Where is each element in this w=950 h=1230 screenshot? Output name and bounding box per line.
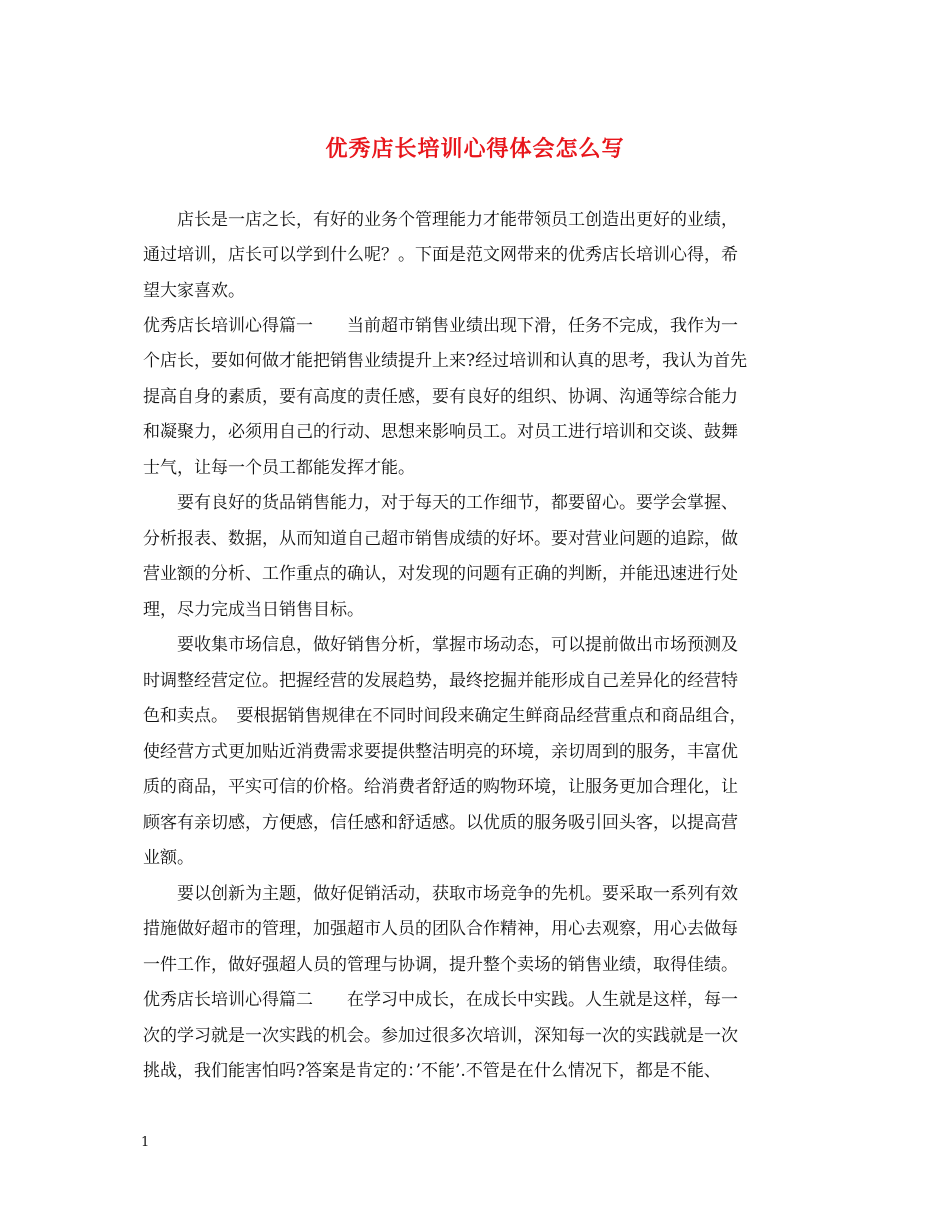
document-title: 优秀店长培训心得体会怎么写: [325, 136, 625, 162]
text-line: 要有良好的货品销售能力，对于每天的工作细节，都要留心。要学会掌握、: [143, 493, 738, 513]
text-line: 个店长，要如何做才能把销售业绩提升上来?经过培训和认真的思考，我认为首先: [143, 351, 748, 371]
text-line: 措施做好超市的管理，加强超市人员的团队合作精神，用心去观察，用心去做每: [143, 919, 738, 939]
text-line: 业额。: [143, 848, 194, 868]
text-line: 通过培训，店长可以学到什么呢？。下面是范文网带来的优秀店长培训心得，希: [143, 245, 738, 265]
text-line: 时调整经营定位。把握经营的发展趋势，最终挖掘并能形成自己差异化的经营特: [143, 671, 738, 691]
text-line: 优秀店长培训心得篇一 当前超市销售业绩出现下滑，任务不完成，我作为一: [143, 316, 738, 336]
text-line: 使经营方式更加贴近消费需求要提供整洁明亮的环境，亲切周到的服务，丰富优: [143, 742, 738, 762]
text-line: 营业额的分析、工作重点的确认，对发现的问题有正确的判断，并能迅速进行处: [143, 564, 738, 584]
text-line: 色和卖点。 要根据销售规律在不同时间段来确定生鲜商品经营重点和商品组合，: [143, 706, 747, 726]
text-line: 望大家喜欢。: [143, 281, 245, 301]
text-line: 顾客有亲切感，方便感，信任感和舒适感。以优质的服务吸引回头客，以提高营: [143, 813, 738, 833]
text-line: 提高自身的素质，要有高度的责任感，要有良好的组织、协调、沟通等综合能力: [143, 387, 738, 407]
text-line: 要收集市场信息，做好销售分析，掌握市场动态，可以提前做出市场预测及: [143, 635, 738, 655]
page-number: 1: [141, 1135, 150, 1150]
text-line: 一件工作，做好强超人员的管理与协调，提升整个卖场的销售业绩，取得佳绩。: [143, 955, 738, 975]
text-line: 挑战，我们能害怕吗?答案是肯定的：’不能’.不管是在什么情况下，都是不能、: [143, 1061, 721, 1081]
text-line: 优秀店长培训心得篇二 在学习中成长，在成长中实践。人生就是这样，每一: [143, 990, 738, 1010]
text-line: 次的学习就是一次实践的机会。参加过很多次培训，深知每一次的实践就是一次: [143, 1026, 738, 1046]
text-line: 店长是一店之长，有好的业务个管理能力才能带领员工创造出更好的业绩，: [143, 210, 738, 230]
text-line: 和凝聚力，必须用自己的行动、思想来影响员工。对员工进行培训和交谈、鼓舞: [143, 422, 738, 442]
text-line: 要以创新为主题，做好促销活动，获取市场竞争的先机。要采取一系列有效: [143, 884, 738, 904]
text-line: 士气，让每一个员工都能发挥才能。: [143, 458, 415, 478]
text-line: 理，尽力完成当日销售目标。: [143, 600, 364, 620]
text-line: 质的商品，平实可信的价格。给消费者舒适的购物环境，让服务更加合理化，让: [143, 777, 738, 797]
text-line: 分析报表、数据，从而知道自己超市销售成绩的好坏。要对营业问题的追踪，做: [143, 529, 738, 549]
